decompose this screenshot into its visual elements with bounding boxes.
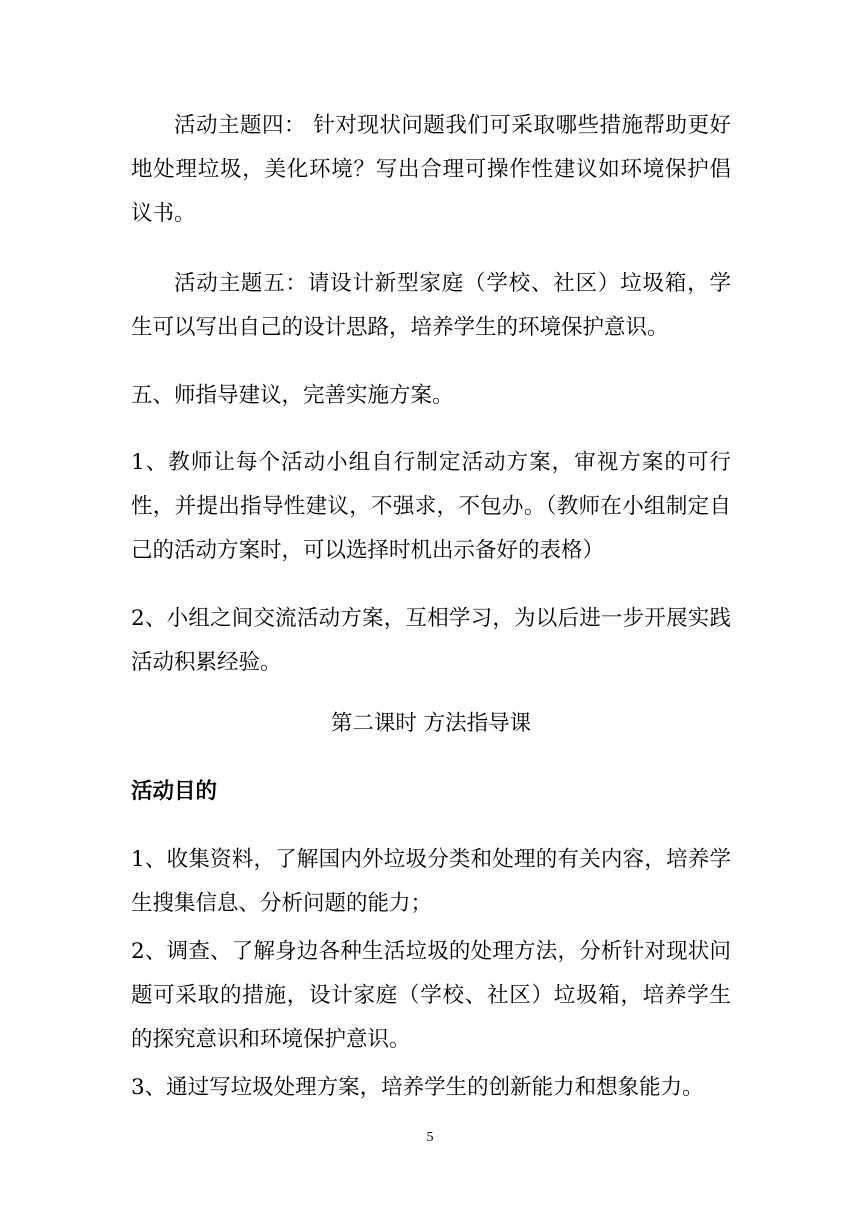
- paragraph-item-1: 1、教师让每个活动小组自行制定活动方案，审视方案的可行性，并提出指导性建议，不强求，不包办。（教师在小组制定自己的活动方案时，可以选择时机出示备好的表格）: [131, 450, 731, 563]
- paragraph-purpose-2: 2、调查、了解身边各种生活垃圾的处理方法，分析针对现状问题可采取的措施，设计家庭（学校、社区）垃圾箱，培养学生的探究意识和环境保护意识。: [131, 939, 731, 1052]
- heading-activity-purpose: 活动目的: [131, 779, 218, 804]
- page-number: 5: [426, 1130, 434, 1145]
- paragraph-theme-five: 活动主题五：请设计新型家庭（学校、社区）垃圾箱，学生可以写出自己的设计思路，培养学生的环境保护意识。: [131, 271, 731, 340]
- section-title: 第二课时 方法指导课: [330, 711, 532, 736]
- paragraph-theme-four: 活动主题四： 针对现状问题我们可采取哪些措施帮助更好地处理垃圾，美化环境？写出合理可操作性建议如环境保护倡议书。: [131, 113, 731, 226]
- paragraph-purpose-3: 3、通过写垃圾处理方案，培养学生的创新能力和想象能力。: [131, 1075, 704, 1100]
- paragraph-section-five: 五、师指导建议，完善实施方案。: [131, 383, 454, 408]
- paragraph-item-2: 2、小组之间交流活动方案，互相学习，为以后进一步开展实践活动积累经验。: [131, 606, 731, 675]
- paragraph-purpose-1: 1、收集资料，了解国内外垃圾分类和处理的有关内容，培养学生搜集信息、分析问题的能力；: [131, 847, 731, 916]
